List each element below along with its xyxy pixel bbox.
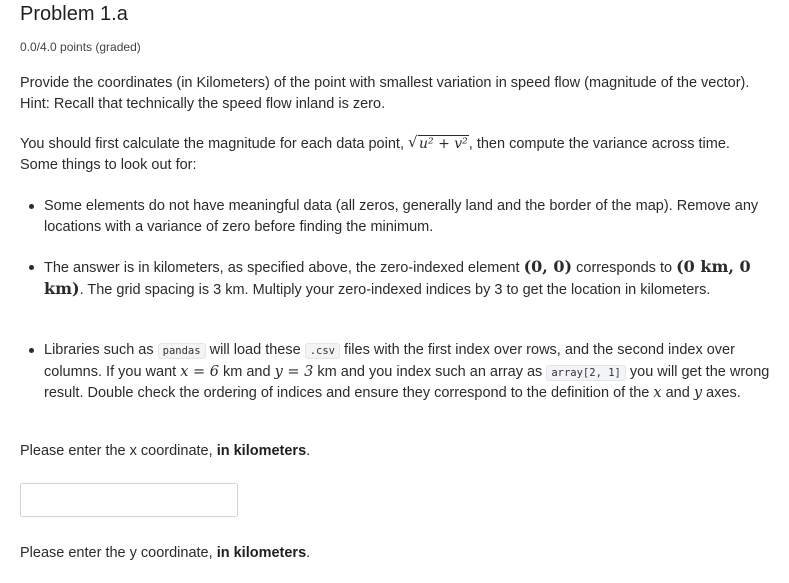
prompt-text: Please enter the x coordinate, [20,443,217,459]
radical-sign: √ [408,133,418,151]
math-origin-index: (0, 0) [523,257,573,276]
bullet-dot [29,348,34,353]
math-y-equals: y = 3 [274,363,314,380]
sqrt-formula [408,134,469,155]
bullet-dot [29,204,34,209]
math-y: y [693,385,703,401]
prompt-text: Please enter the y coordinate, [20,545,217,561]
prompt-end: . [306,443,311,459]
code-csv: .csv [305,343,340,359]
tip-text-2: will load these [205,342,305,358]
prompt-bold: in kilometers [216,545,307,561]
instructions-paragraph [20,134,760,175]
tip-text-2: corresponds to [572,260,677,276]
tip-text-8: axes. [702,385,741,401]
x-coordinate-input[interactable] [20,483,238,517]
prompt-bold: in kilometers [216,443,307,459]
tip-text-7: and [661,385,694,401]
math-x-equals: x = 6 [180,363,219,380]
tip-item-zero-variance [20,196,770,237]
prompt-end: . [306,545,311,561]
tip-text-3: . The grid spacing is 3 km. Multiply your zero-indexed indices by 3 to get the location in kilometers. [79,281,711,298]
math-origin-km: (0 km, 0 km) [44,257,751,298]
tip-text-6: you will get the wrong result. Double check the ordering of indices and ensure they correspond to the definition of the [44,363,770,401]
problem-title: Problem 1.a [20,3,128,25]
tip-text-5: km and you index such an array as [313,363,547,380]
code-array-index: array[2, 1] [546,365,626,381]
tip-item-grid-spacing [20,257,770,300]
bullet-dot [29,265,34,270]
instructions-text-before: You should first calculate the magnitude for each data point, [20,136,408,152]
instructions-text-after: , then compute the variance across time. Some things to look out for: [20,136,730,173]
code-pandas: pandas [158,343,206,359]
tip-text-4: km and [218,363,275,380]
points-status: 0.0/4.0 points (graded) [20,40,141,54]
sqrt-radicand: u² + v² [419,136,468,152]
tip-text-3: files with the first index over rows, and the second index over columns. If you want [44,342,735,380]
problem-description: Provide the coordinates (in Kilometers) of the point with smallest variation in speed flow (magnitude of the vector). Hint: Recall that technically the speed flow inland is zero. [20,75,750,112]
tip-text: Some elements do not have meaningful data (all zeros, generally land and the border of the map). Remove any locations with a variance of zero before finding the minimum. [44,198,759,235]
tip-text-1: Libraries such as [44,342,158,358]
tip-item-index-order [20,340,770,404]
math-x: x [653,385,662,401]
x-coordinate-prompt [20,443,310,459]
tip-text-1: The answer is in kilometers, as specified above, the zero-indexed element [44,260,524,276]
y-coordinate-prompt [20,545,310,561]
